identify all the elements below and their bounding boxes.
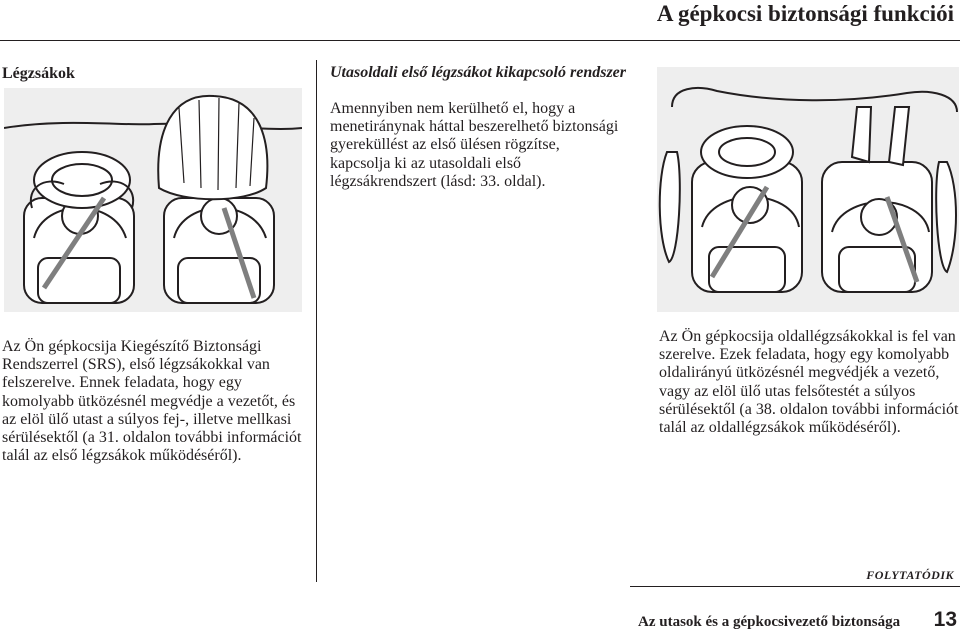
passenger-airbag-cutoff-heading: Utasoldali első légzsákot kikapcsoló rendszer: [330, 64, 627, 81]
continued-label: FOLYTATÓDIK: [866, 568, 954, 582]
header-rule: [0, 40, 960, 41]
page-header-title: A gépkocsi biztonsági funkciói: [656, 1, 954, 26]
side-airbag-illustration: [657, 67, 959, 312]
page-number: 13: [933, 608, 957, 631]
side-airbag-text: Az Ön gépkocsija oldallégzsákokkal is fel van szerelve. Ezek feladata, hogy egy komolyabb oldalirányú ütközésnél megvédjék a vezető, vagy az elöl ülő utas felsőtestét a súlyos sérülésektől (a 38. oldalon további információt talál az oldallégzsákok működéséről).: [659, 328, 959, 437]
passenger-airbag-cutoff-text: Amennyiben nem kerülhető el, hogy a menetiránynak háttal beszerelhető biztonsági gyereküllést az első ülésen rögzítse, kapcsolja ki az utasoldali első légzsákrendszert (lásd: 33. oldal).: [330, 100, 619, 190]
front-airbag-illustration: [4, 88, 302, 312]
section-heading: Légzsákok: [2, 65, 75, 82]
footer-section-title: Az utasok és a gépkocsivezető biztonsága: [638, 614, 901, 630]
column-divider: [316, 60, 317, 582]
footer-rule: [630, 586, 960, 587]
front-airbag-text: Az Ön gépkocsija Kiegészítő Biztonsági Rendszerrel (SRS), első légzsákokkal van felszerelve. Ennek feladata, hogy egy komolyabb ütközésnél megvédje a vezetőt, és az elöl ülő utast a súlyos fej-, illetve mellkasi sérülésektől (a 31. oldalon további információt talál az első légzsákok működéséről).: [2, 338, 302, 465]
